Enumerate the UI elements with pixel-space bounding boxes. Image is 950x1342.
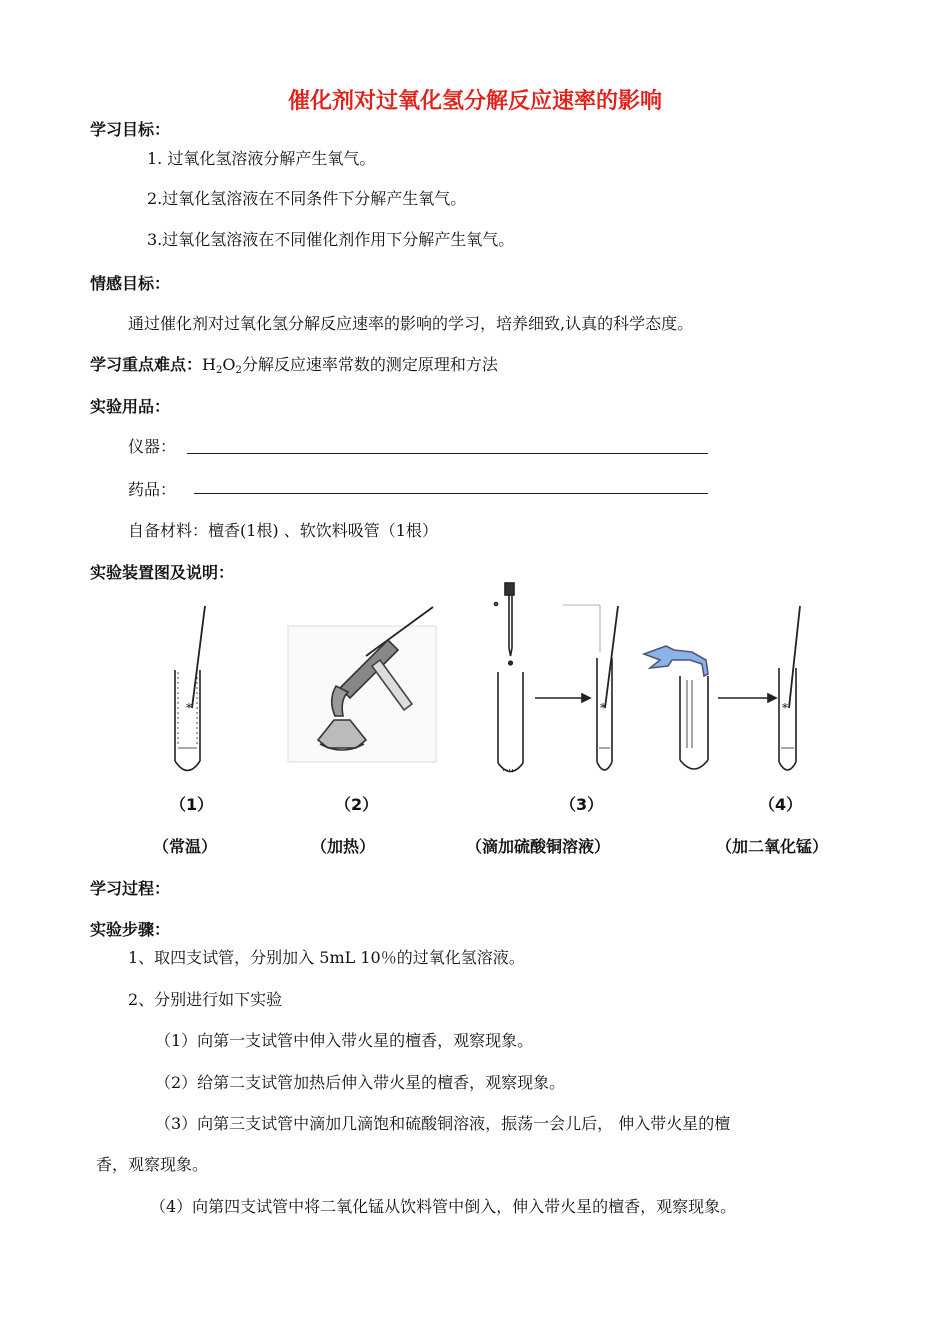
step-1: 1、取四支试管，分别加入 5mL 10％的过氧化氢溶液。 [128,948,525,967]
keypoint-heading: 学习重点难点： [90,355,203,374]
apparatus-number-3: （3） [560,795,604,814]
objective-item: 3.过氧化氢溶液在不同催化剂作用下分解产生氧气。 [147,230,515,249]
keypoint-text: 分解反应速率常数的测定原理和方法 [241,355,498,374]
svg-text:*: * [782,701,788,715]
heating-apparatus [288,607,436,762]
self-prepared-text: 自备材料：檀香(1根) 、软饮料吸管（1根） [128,521,438,540]
condition-copper-sulfate: （滴加硫酸铜溶液） [466,837,611,856]
condition-heating: （加热） [311,837,376,856]
sub-step-3-cont: 香，观察现象。 [96,1155,209,1174]
apparatus-number-4: （4） [759,795,803,814]
page-title: 催化剂对过氧化氢分解反应速率的影响 [287,89,662,114]
step-2: 2、分别进行如下实验 [128,990,283,1009]
test-tube-1 [175,606,205,771]
sub-step-4: （4）向第四支试管中将二氧化锰从饮料管中倒入，伸入带火星的檀香，观察现象。 [150,1197,737,1216]
apparatus-number-2: （2） [335,795,379,814]
condition-mno2: （加二氧化锰） [716,837,829,856]
dropper-apparatus [495,583,619,772]
mno2-apparatus [644,606,800,770]
reagent-label: 药品： [128,480,177,499]
sub-step-3: （3）向第三支试管中滴加几滴饱和硫酸铜溶液，振荡一会儿后， 伸入带火星的檀 [155,1114,731,1133]
formula-sub: 2 [235,365,242,376]
steps-heading: 实验步骤： [90,920,171,939]
emotion-text: 通过催化剂对过氧化氢分解反应速率的影响的学习，培养细致,认真的科学态度。 [128,314,694,333]
emotion-heading: 情感目标： [90,274,171,293]
supplies-heading: 实验用品： [90,397,171,416]
objectives-heading: 学习目标： [90,120,171,139]
sub-step-2: （2）给第二支试管加热后伸入带火星的檀香，观察现象。 [155,1073,566,1092]
formula-sub: 2 [215,365,223,376]
process-heading: 学习过程： [90,879,171,898]
svg-text:*: * [600,701,606,715]
apparatus-heading: 实验装置图及说明： [90,563,235,582]
objective-item: 1. 过氧化氢溶液分解产生氧气。 [147,149,376,168]
formula-o: O [222,355,236,374]
svg-text:*: * [186,701,192,715]
sub-step-1: （1）向第一支试管中伸入带火星的檀香，观察现象。 [155,1031,534,1050]
apparatus-number-1: （1） [170,795,214,814]
formula-h: H [202,355,216,374]
instrument-label: 仪器： [128,437,177,456]
objective-item: 2.过氧化氢溶液在不同条件下分解产生氧气。 [147,189,467,208]
condition-room-temp: （常温） [153,837,218,856]
